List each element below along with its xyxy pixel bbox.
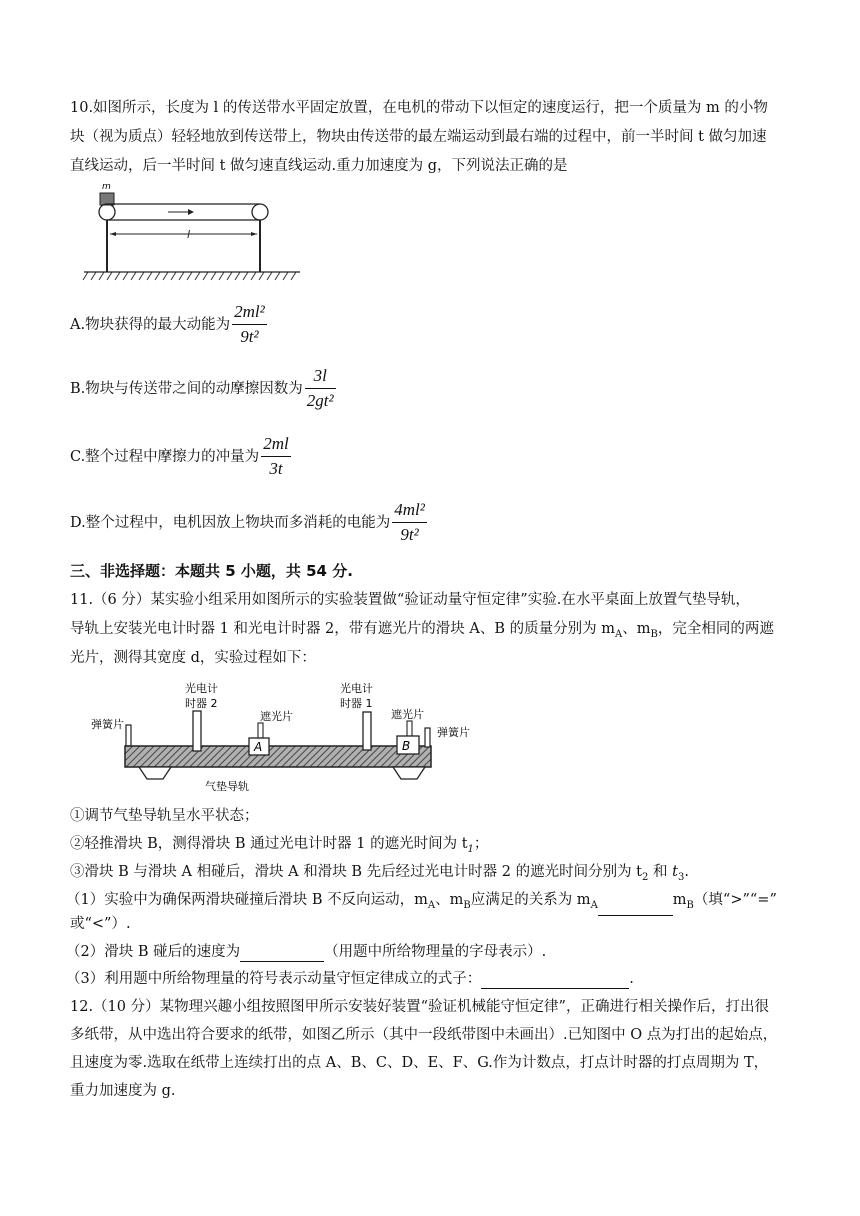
q11-line-2b: 、m — [622, 621, 651, 637]
answer-blank-2[interactable] — [240, 945, 324, 962]
option-d-numerator: 4ml² — [392, 500, 427, 523]
option-a-text: A.物块获得的最大动能为 — [70, 316, 231, 333]
option-c-denominator: 3t — [269, 459, 283, 478]
q12-line-1: 12.（10 分）某物理兴趣小组按照图甲所示安装好装置“验证机械能守恒定律”，正确进行相关操作后，打出很 — [70, 999, 769, 1015]
q12-line-3: 且速度为零.选取在纸带上连续打出的点 A、B、C、D、E、F、G.作为计数点，打点计时器的打点周期为 T， — [70, 1055, 769, 1071]
q11-step-2-text: ②轻推滑块 B，测得滑块 B 通过光电计时器 1 的遮光时间为 t — [70, 836, 468, 852]
q11-step-1: ①调节气垫导轨呈水平状态； — [70, 808, 259, 824]
q11-sub-1-c: 应满足的关系为 m — [470, 892, 591, 908]
q11-line-2c: ，完全相同的两遮 — [657, 621, 774, 637]
q10-line-1: 10.如图所示，长度为 l 的传送带水平固定放置，在电机的带动下以恒定的速度运行，把一个质量为 m 的小物 — [70, 100, 768, 116]
conveyor-belt-figure — [80, 180, 305, 282]
length-label: l — [187, 228, 191, 241]
timer-2-label-1: 光电计 — [185, 682, 218, 695]
option-a-fraction — [232, 302, 267, 347]
section-3-title: 三、非选择题：本题共 5 小题，共 54 分. — [70, 562, 353, 580]
spring-left-label: 弹簧片 — [91, 718, 124, 731]
option-b[interactable] — [70, 366, 336, 411]
q11-step-3: ③滑块 B 与滑块 A 相碰后，滑块 A 和滑块 B 先后经过光电计时器 2 的遮光时间分别为 $t_2$ 和 $t_3$. — [70, 864, 689, 883]
option-b-denominator: 2gt² — [306, 391, 334, 410]
q11-line-2: 导轨上安装光电计时器 1 和光电计时器 2，带有遮光片的滑块 A、B 的质量分别为 $m_A$、$m_B$，完全相同的两遮 — [70, 621, 774, 640]
option-b-text: B.物块与传送带之间的动摩擦因数为 — [70, 380, 303, 397]
block-b-label: B — [402, 739, 411, 753]
answer-blank-3[interactable] — [481, 972, 629, 989]
timer-1-label-1: 光电计 — [340, 682, 373, 695]
q10-line-3: 直线运动，后一半时间 t 做匀速直线运动.重力加速度为 g，下列说法正确的是 — [70, 158, 568, 174]
q12-line-2: 多纸带，从中选出符合要求的纸带，如图乙所示（其中一段纸带图中未画出）.已知图中 O 点为打出的起始点， — [70, 1027, 778, 1043]
q11-line-2a: 导轨上安装光电计时器 1 和光电计时器 2，带有遮光片的滑块 A、B 的质量分别为 m — [70, 621, 615, 637]
option-c-fraction — [261, 434, 291, 479]
q12-line-4: 重力加速度为 g. — [70, 1083, 176, 1099]
q11-sub-2 — [66, 942, 546, 962]
q11-line-3: 光片，测得其宽度 d，实验过程如下： — [70, 650, 316, 666]
mass-label: m — [102, 182, 111, 192]
option-a-numerator: 2ml² — [232, 302, 267, 325]
block-m — [100, 193, 114, 205]
option-c-numerator: 2ml — [261, 434, 291, 457]
q11-sub-3 — [66, 969, 634, 989]
q11-sub-3-a: （3）利用题中所给物理量的符号表示动量守恒定律成立的式子： — [66, 971, 482, 987]
option-b-fraction — [305, 366, 336, 411]
option-d-denominator: 9t² — [400, 525, 419, 544]
shade-a-label: 遮光片 — [260, 710, 293, 723]
q11-sub-1-cont: 或“<”）. — [70, 916, 131, 932]
q11-sub-1-b: 、m — [435, 892, 464, 908]
q11-sub-1-a: （1）实验中为确保两滑块碰撞后滑块 B 不反向运动，m — [66, 892, 428, 908]
option-c[interactable] — [70, 434, 291, 479]
q11-sub-3-b: . — [629, 971, 634, 987]
shade-b-label: 遮光片 — [391, 708, 424, 721]
q11-sub-2-a: （2）滑块 B 碰后的速度为 — [66, 944, 241, 960]
q11-sub-1-d: （填“>”“=” — [693, 892, 777, 908]
option-d-text: D.整个过程中，电机因放上物块而多消耗的电能为 — [70, 514, 391, 531]
timer-2-label-2: 时器 2 — [185, 697, 218, 710]
option-b-numerator: 3l — [305, 366, 336, 389]
spring-right-label: 弹簧片 — [437, 726, 470, 739]
air-track-figure — [85, 680, 485, 796]
option-c-text: C.整个过程中摩擦力的冲量为 — [70, 448, 260, 465]
option-a[interactable] — [70, 302, 267, 347]
option-a-denominator: 9t² — [240, 327, 259, 346]
q11-sub-1: （1）实验中为确保两滑块碰撞后滑块 B 不反向运动，$m_A$、$m_B$应满足的关系为 $m_A$ $m_B$（填“>”“=” — [66, 890, 777, 916]
answer-blank-1[interactable] — [598, 899, 673, 916]
q11-step-2: ②轻推滑块 B，测得滑块 B 通过光电计时器 1 的遮光时间为 $t_1$； — [70, 836, 489, 855]
timer-1-label-2: 时器 1 — [340, 697, 373, 710]
air-track-label: 气垫导轨 — [205, 780, 249, 793]
option-d-fraction — [392, 500, 427, 545]
q11-line-1: 11.（6 分）某实验小组采用如图所示的实验装置做“验证动量守恒定律”实验.在水平桌面上放置气垫导轨， — [70, 592, 750, 608]
block-a-label: A — [254, 740, 263, 754]
q11-sub-2-b: （用题中所给物理量的字母表示）. — [324, 944, 547, 960]
q10-line-2: 块（视为质点）轻轻地放到传送带上，物块由传送带的最左端运动到最右端的过程中，前一半时间 t 做匀加速 — [70, 129, 767, 145]
option-d[interactable] — [70, 500, 427, 545]
q11-step-3-text: ③滑块 B 与滑块 A 相碰后，滑块 A 和滑块 B 先后经过光电计时器 2 的遮光时间分别为 t — [70, 864, 643, 880]
